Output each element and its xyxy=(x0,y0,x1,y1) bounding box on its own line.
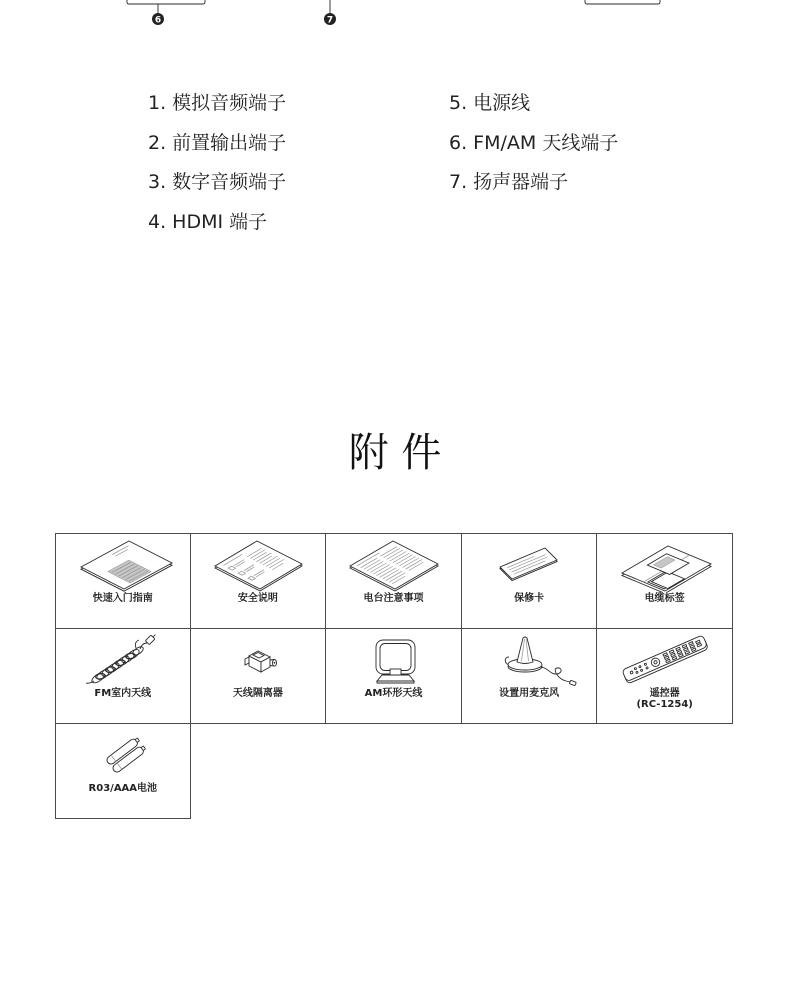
terminal-item: 5. 电源线 xyxy=(449,92,531,114)
accessory-cell xyxy=(326,629,462,724)
accessory-label-text: AM环形天线 xyxy=(364,688,423,699)
accessory-label-text: 天线隔离器 xyxy=(232,688,283,699)
accessory-cell xyxy=(55,724,191,819)
accessory-cell xyxy=(462,629,598,724)
terminal-list-left xyxy=(148,84,286,242)
accessory-cell xyxy=(191,629,327,724)
accessory-cell xyxy=(191,533,327,629)
quick-start-guide-icon xyxy=(56,534,191,592)
accessory-cell xyxy=(597,629,733,724)
terminal-item: 6. FM/AM 天线端子 xyxy=(449,131,619,154)
battery-icon xyxy=(56,724,191,782)
fm-indoor-antenna-icon xyxy=(56,629,191,687)
accessory-label-text: 遥控器 xyxy=(649,688,680,699)
am-loop-antenna-icon xyxy=(326,629,461,687)
accessory-label xyxy=(597,688,732,710)
terminal-list-right xyxy=(449,84,618,203)
accessory-label-text: 安全说明 xyxy=(237,593,278,604)
panel-illustration-fragment xyxy=(0,0,790,30)
accessory-model-number: (RC-1254) xyxy=(636,699,693,710)
terminal-item: 2. 前置输出端子 xyxy=(148,131,287,154)
accessory-label xyxy=(56,688,190,699)
terminal-item: 7. 扬声器端子 xyxy=(449,171,569,194)
accessories-grid xyxy=(55,533,733,819)
accessory-cell xyxy=(597,533,733,629)
svg-text:6: 6 xyxy=(154,15,162,26)
accessory-label xyxy=(597,593,732,604)
svg-text:7: 7 xyxy=(326,15,334,26)
remote-control-icon xyxy=(597,629,732,687)
accessory-cell xyxy=(55,629,191,724)
callout-badge-6 xyxy=(152,13,164,25)
accessory-cell xyxy=(326,533,462,629)
safety-instructions-icon xyxy=(191,534,326,592)
terminal-item: 1. 模拟音频端子 xyxy=(148,92,287,114)
accessories-title: 附 件 xyxy=(348,430,442,476)
accessory-label xyxy=(462,593,597,604)
accessory-label-text: 设置用麦克风 xyxy=(499,688,560,699)
accessory-label xyxy=(56,593,190,604)
terminal-item: 3. 数字音频端子 xyxy=(148,171,287,194)
accessory-label xyxy=(462,688,597,699)
cable-label-icon xyxy=(597,534,732,592)
accessory-label-text: 快速入门指南 xyxy=(92,593,153,604)
radio-notes-icon xyxy=(326,534,461,592)
terminal-item: 4. HDMI 端子 xyxy=(148,210,268,233)
accessory-label xyxy=(56,783,190,794)
accessory-label xyxy=(326,593,461,604)
accessory-cell xyxy=(462,533,598,629)
accessory-label-text: 保修卡 xyxy=(514,593,545,604)
accessory-label-text: R03/AAA电池 xyxy=(88,783,158,794)
accessory-label xyxy=(191,593,326,604)
accessory-label xyxy=(326,688,461,699)
accessory-label xyxy=(191,688,326,699)
accessory-label-text: FM室内天线 xyxy=(94,688,152,699)
accessory-label-text: 电缆标签 xyxy=(644,593,685,604)
setup-microphone-icon xyxy=(462,629,597,687)
callout-badge-7 xyxy=(324,13,336,25)
antenna-isolator-icon xyxy=(191,629,326,687)
warranty-card-icon xyxy=(462,534,597,592)
accessory-cell xyxy=(55,533,191,629)
accessory-label-text: 电台注意事项 xyxy=(363,593,424,604)
